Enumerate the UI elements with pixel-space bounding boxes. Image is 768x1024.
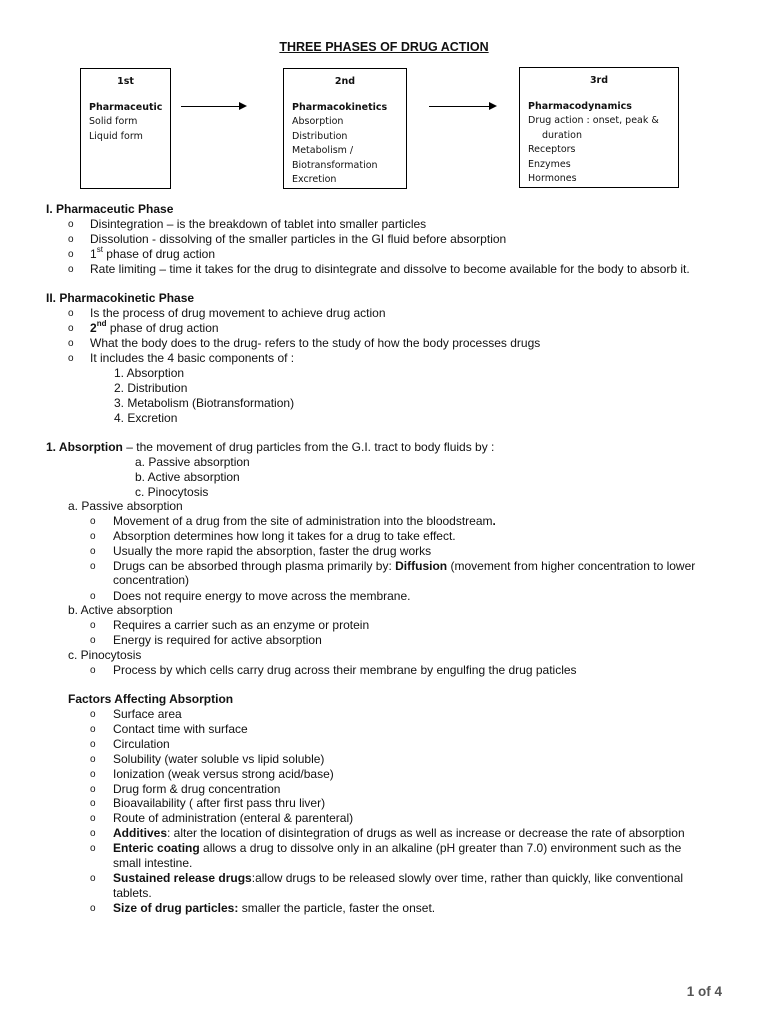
list-item: Dissolution - dissolving of the smaller particles in the GI fluid before absorption: [90, 232, 507, 246]
numbered-item: 3. Metabolism (Biotransformation): [114, 396, 295, 410]
term: Additives: [113, 826, 168, 840]
phase-item: duration: [542, 129, 582, 141]
bullet-icon: o: [90, 828, 96, 839]
term: Enteric coating: [113, 841, 200, 855]
bullet-icon: o: [90, 724, 96, 735]
absorption-intro: [46, 440, 494, 455]
phase-item: Metabolism /: [292, 145, 354, 156]
list-item-text: Drugs can be absorbed through plasma primarily by:: [113, 559, 396, 573]
list-item-continuation: concentration): [113, 573, 190, 587]
absorption-intro-text: – the movement of drug particles from the G.I. tract to body fluids by :: [122, 440, 495, 454]
section-heading: I. Pharmaceutic Phase: [46, 202, 174, 216]
list-item: [113, 559, 695, 574]
term: Size of drug particles:: [113, 901, 239, 915]
term-text: :allow drugs to be released slowly over time, rather than quickly, like conventional: [251, 871, 684, 885]
bullet-icon: o: [90, 903, 96, 914]
bullet-icon: o: [90, 561, 96, 572]
list-item: Absorption determines how long it takes for a drug to take effect.: [113, 529, 456, 543]
ordinal-suffix: nd: [96, 319, 107, 328]
term-text: allows a drug to dissolve only in an alkaline (pH greater than 7.0) environment such as the: [199, 841, 682, 855]
list-item: Ionization (weak versus strong acid/base): [113, 767, 334, 781]
phase-heading: Pharmaceutic: [89, 101, 163, 113]
list-item: Solubility (water soluble vs lipid soluble): [113, 752, 325, 766]
factors-heading: Factors Affecting Absorption: [68, 692, 234, 706]
absorption-heading: 1. Absorption: [46, 440, 123, 454]
list-item-text: phase of drug action: [109, 321, 219, 335]
bullet-icon: o: [68, 219, 74, 230]
list-item: Rate limiting – time it takes for the drug to disintegrate and dissolve to become available for the body to absorb it.: [90, 262, 690, 276]
list-item: [90, 247, 215, 262]
section-heading: II. Pharmacokinetic Phase: [46, 291, 195, 305]
list-item: [90, 321, 219, 336]
ordinal-suffix: st: [96, 245, 103, 254]
list-item-continuation: small intestine.: [113, 856, 193, 870]
bullet-icon: o: [68, 249, 74, 260]
bullet-icon: o: [90, 516, 96, 527]
bullet-icon: o: [90, 665, 96, 676]
list-item: What the body does to the drug- refers to the study of how the body processes drugs: [90, 336, 541, 350]
absorption-type: b. Active absorption: [135, 470, 240, 484]
list-item: [113, 871, 683, 886]
subsection-label: b. Active absorption: [68, 603, 173, 617]
ordinal-number: 1: [90, 247, 97, 261]
page-number: 1 of 4: [686, 984, 722, 999]
phase-heading: Pharmacodynamics: [528, 100, 632, 112]
list-item: [113, 514, 496, 529]
absorption-type: a. Passive absorption: [135, 455, 250, 469]
phase-heading: Pharmacokinetics: [292, 101, 388, 113]
bullet-icon: o: [68, 308, 74, 319]
bullet-icon: o: [68, 338, 74, 349]
list-item: Process by which cells carry drug across their membrane by engulfing the drug paticles: [113, 663, 577, 677]
period: .: [492, 514, 496, 528]
list-item-text: Movement of a drug from the site of administration into the bloodstream: [113, 514, 493, 528]
list-item: [113, 901, 435, 916]
term: Sustained release drugs: [113, 871, 252, 885]
numbered-item: 2. Distribution: [114, 381, 188, 395]
diffusion-term: Diffusion: [395, 559, 448, 573]
bullet-icon: o: [90, 798, 96, 809]
bullet-icon: o: [90, 709, 96, 720]
phase-item: Hormones: [528, 173, 577, 184]
term-text: : alter the location of disintegration of drugs as well as increase or decrease the rate of absorption: [167, 826, 685, 840]
subsection-label: a. Passive absorption: [68, 499, 183, 513]
bullet-icon: o: [68, 323, 74, 334]
bullet-icon: o: [68, 353, 74, 364]
bullet-icon: o: [90, 769, 96, 780]
list-item: Surface area: [113, 707, 182, 721]
list-item: Usually the more rapid the absorption, faster the drug works: [113, 544, 432, 558]
list-item: Requires a carrier such as an enzyme or protein: [113, 618, 370, 632]
bullet-icon: o: [90, 843, 96, 854]
arrow-icon: [429, 106, 495, 107]
phase-item: Distribution: [292, 130, 348, 142]
diffusion-text: (movement from higher concentration to lower: [447, 559, 696, 573]
phase-number: 1st: [117, 76, 134, 87]
phase-box-3: [519, 67, 679, 188]
phase-box-1: [80, 68, 171, 189]
ordinal-number: 2: [90, 321, 97, 335]
bullet-icon: o: [90, 754, 96, 765]
subsection-label: c. Pinocytosis: [68, 648, 142, 662]
numbered-item: 1. Absorption: [114, 366, 185, 380]
term-text: smaller the particle, faster the onset.: [238, 901, 436, 915]
numbered-item: 4. Excretion: [114, 411, 178, 425]
list-item: Drug form & drug concentration: [113, 782, 281, 796]
list-item: Does not require energy to move across the membrane.: [113, 589, 411, 603]
phase-item: Biotransformation: [292, 159, 378, 171]
bullet-icon: o: [90, 591, 96, 602]
bullet-icon: o: [68, 234, 74, 245]
phase-item: Solid form: [89, 116, 138, 127]
page-title: THREE PHASES OF DRUG ACTION: [279, 40, 489, 54]
bullet-icon: o: [90, 620, 96, 631]
bullet-icon: o: [90, 635, 96, 646]
phase-item: Receptors: [528, 144, 576, 155]
list-item: Bioavailability ( after first pass thru liver): [113, 796, 326, 810]
list-item: Circulation: [113, 737, 170, 751]
list-item: Contact time with surface: [113, 722, 248, 736]
bullet-icon: o: [90, 873, 96, 884]
list-item-text: phase of drug action: [106, 247, 216, 261]
bullet-icon: o: [90, 813, 96, 824]
phase-item: Enzymes: [528, 158, 571, 170]
list-item: Is the process of drug movement to achieve drug action: [90, 306, 386, 320]
list-item: Disintegration – is the breakdown of tablet into smaller particles: [90, 217, 427, 231]
bullet-icon: o: [68, 264, 74, 275]
bullet-icon: o: [90, 739, 96, 750]
bullet-icon: o: [90, 546, 96, 557]
phase-item: Absorption: [292, 116, 344, 127]
phase-item: Liquid form: [89, 130, 143, 142]
list-item: It includes the 4 basic components of :: [90, 351, 295, 365]
phase-number: 2nd: [334, 76, 356, 87]
phase-item: Drug action : onset, peak &: [528, 115, 659, 126]
bullet-icon: o: [90, 531, 96, 542]
phase-box-2: [283, 68, 407, 189]
arrow-icon: [181, 106, 245, 107]
bullet-icon: o: [90, 784, 96, 795]
absorption-type: c. Pinocytosis: [135, 485, 209, 499]
list-item: [113, 841, 681, 856]
list-item: Energy is required for active absorption: [113, 633, 322, 647]
phase-item: Excretion: [292, 174, 337, 185]
list-item: [113, 826, 685, 841]
list-item: Route of administration (enteral & parenteral): [113, 811, 354, 825]
phase-number: 3rd: [589, 75, 609, 86]
list-item-continuation: tablets.: [113, 886, 152, 900]
